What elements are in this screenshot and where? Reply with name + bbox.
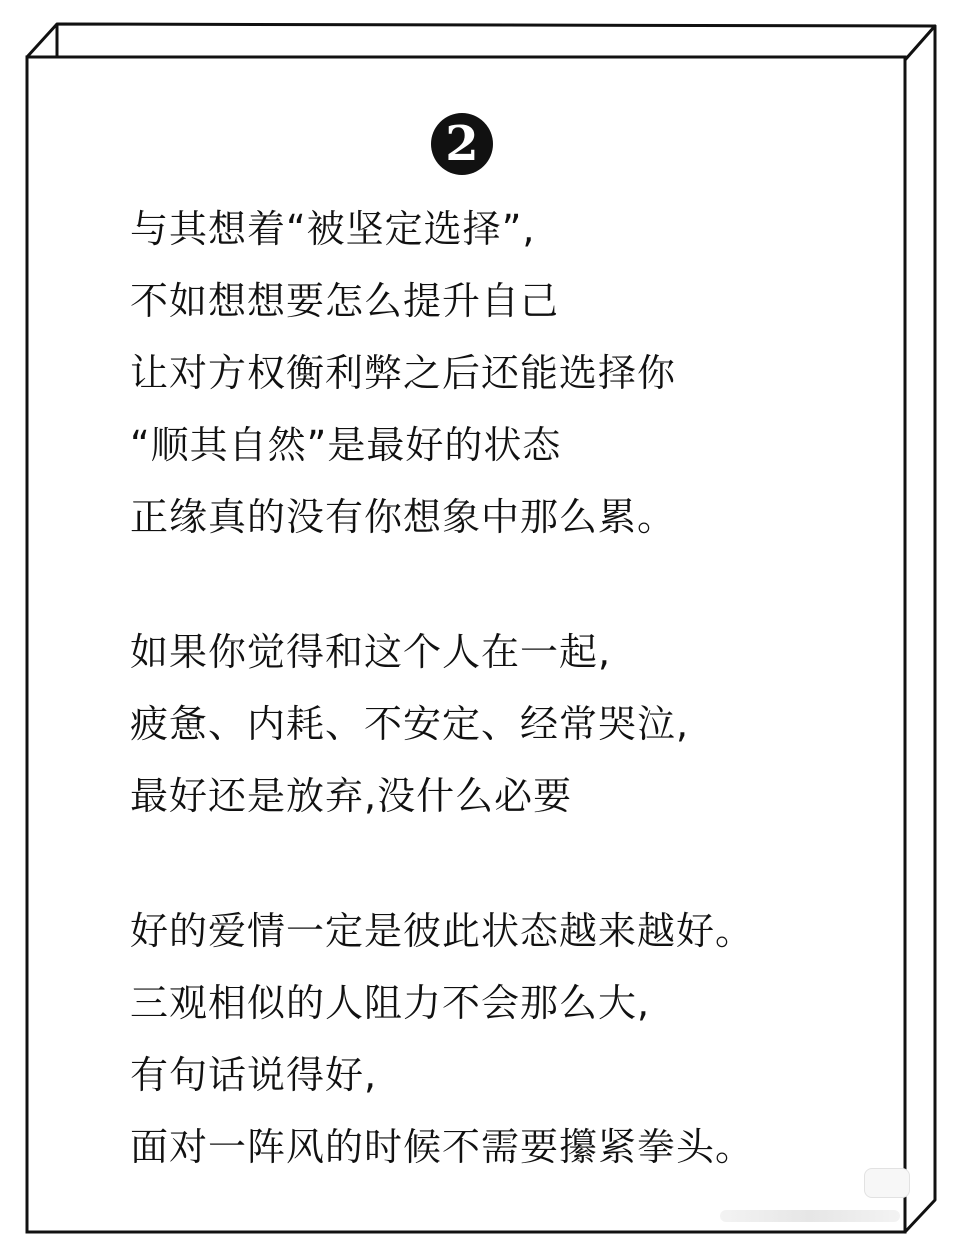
- section-number-badge: 2: [431, 113, 493, 175]
- paragraph-2: [130, 616, 890, 832]
- text-line: 正缘真的没有你想象中那么累。: [130, 495, 677, 539]
- text-line: 不如想想要怎么提升自己: [130, 279, 560, 323]
- book-top-edge: [27, 24, 935, 60]
- text-line: 最好还是放弃,没什么必要: [130, 774, 573, 818]
- watermark-logo: [864, 1168, 910, 1198]
- paragraph-3: [130, 895, 890, 1183]
- book-side-edge: [905, 26, 935, 1232]
- text-line: 面对一阵风的时候不需要攥紧拳头。: [130, 1125, 755, 1169]
- text-line: 与其想着“被坚定选择”,: [130, 207, 536, 251]
- watermark-bar: [720, 1210, 900, 1222]
- paragraph-1: [130, 193, 890, 553]
- text-line: 有句话说得好,: [130, 1053, 378, 1097]
- text-line: 如果你觉得和这个人在一起,: [130, 630, 612, 674]
- text-line: 疲惫、内耗、不安定、经常哭泣,: [130, 702, 690, 746]
- text-line: 三观相似的人阻力不会那么大,: [130, 981, 651, 1025]
- text-line: 让对方权衡利弊之后还能选择你: [130, 351, 677, 395]
- text-line: 好的爱情一定是彼此状态越来越好。: [130, 909, 755, 953]
- text-line: “顺其自然”是最好的状态: [130, 423, 562, 467]
